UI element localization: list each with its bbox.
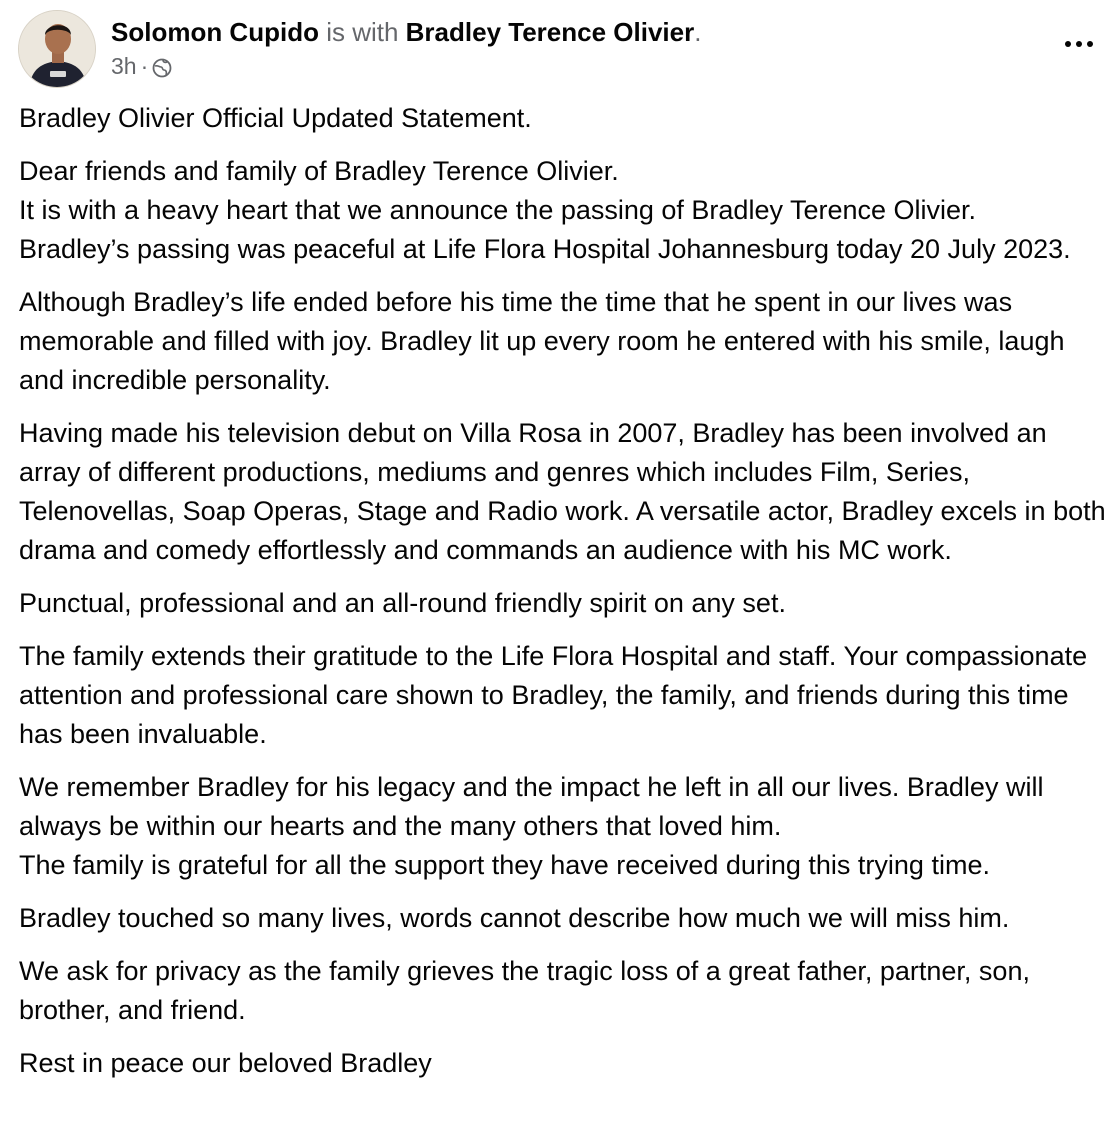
post-paragraph: Dear friends and family of Bradley Terence Olivier. It is with a heavy heart that we announce the passing of Bradley Terence Olivier. Bradley’s passing was peaceful at Life Flora Hospital Johannesburg today 20 July 2023. — [19, 156, 1071, 264]
more-dot — [1087, 41, 1093, 47]
with-text: is with — [318, 17, 406, 47]
post-timestamp[interactable]: 3h — [111, 53, 137, 79]
period-text: . — [694, 17, 702, 47]
author-name-link[interactable]: Solomon Cupido — [111, 17, 319, 47]
post-paragraph: Rest in peace our beloved Bradley — [19, 1048, 432, 1078]
author-line — [111, 16, 701, 48]
more-options-icon[interactable] — [1056, 24, 1102, 64]
post-paragraph: The family extends their gratitude to the Life Flora Hospital and staff. Your compassionate attention and professional care shown to Bradley, the family, and friends during this time has been invaluable. — [19, 641, 1088, 749]
avatar-photo — [19, 11, 96, 88]
author-avatar[interactable] — [18, 10, 96, 88]
globe-icon[interactable] — [152, 56, 172, 76]
more-dot — [1076, 41, 1082, 47]
post-meta — [111, 52, 172, 80]
post-body — [19, 99, 1109, 1097]
post-paragraph: We remember Bradley for his legacy and the impact he left in all our lives. Bradley will always be within our hearts and the many others that loved him. The family is grateful for all the support they have received during this trying time. — [19, 772, 1044, 880]
post-paragraph: Having made his television debut on Villa Rosa in 2007, Bradley has been involved an array of different productions, mediums and genres which includes Film, Series, Telenovellas, Soap Operas, Stage and Radio work. A versatile actor, Bradley excels in both drama and comedy effortlessly and commands an audience with his MC work. — [19, 418, 1106, 565]
post-paragraph: We ask for privacy as the family grieves the tragic loss of a great father, partner, son, brother, and friend. — [19, 956, 1030, 1025]
post-paragraph: Punctual, professional and an all-round friendly spirit on any set. — [19, 588, 786, 618]
tagged-person-link[interactable]: Bradley Terence Olivier — [405, 17, 695, 47]
more-dot — [1065, 41, 1071, 47]
post-paragraph: Bradley touched so many lives, words cannot describe how much we will miss him. — [19, 903, 1010, 933]
post-header — [18, 6, 1102, 86]
post-paragraph: Although Bradley’s life ended before his time the time that he spent in our lives was memorable and filled with joy. Bradley lit up every room he entered with his smile, laugh and incredible personality. — [19, 287, 1065, 395]
meta-separator: · — [140, 53, 149, 79]
post-paragraph: Bradley Olivier Official Updated Statement. — [19, 103, 532, 133]
